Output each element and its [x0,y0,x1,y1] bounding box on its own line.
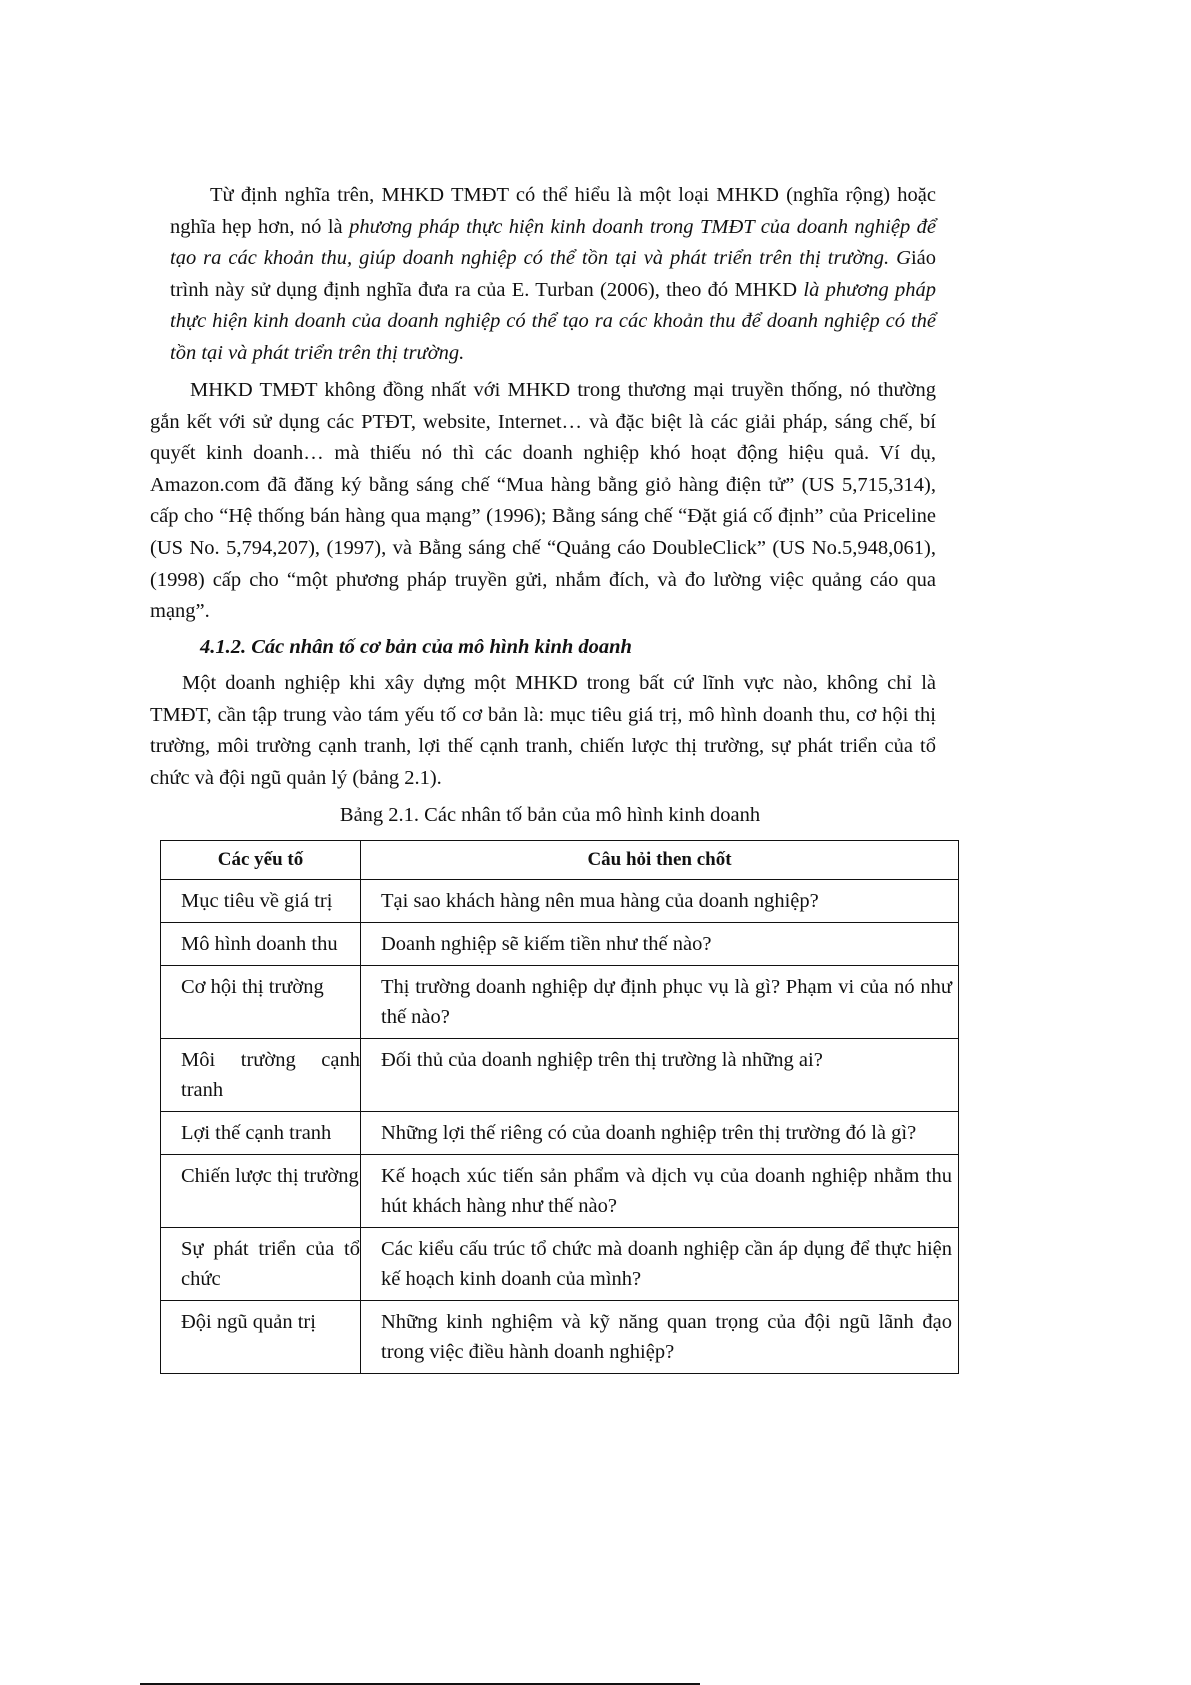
factor-cell: Mục tiêu về giá trị [161,880,361,923]
table-row [161,1301,959,1374]
factor-cell: Đội ngũ quản trị [161,1301,361,1374]
factor-cell: Sự phát triển của tổ chức [161,1228,361,1301]
business-model-factors-table [160,840,959,1374]
italic-segment: là phương pháp thực hiện kinh doanh của doanh nghiệp có thể tạo ra các khoản thu để doanh nghiệp có thể tồn tại và phát triển trên thị trường. [170,278,936,364]
question-cell: Các kiểu cấu trúc tổ chức mà doanh nghiệp cần áp dụng để thực hiện kế hoạch kinh doanh của mình? [361,1228,959,1301]
header-key-question: Câu hỏi then chốt [361,841,959,880]
table-row [161,1228,959,1301]
text-segment: iáo trình này sử dụng định nghĩa đưa ra của E. Turban (2006), theo đó MHKD [170,247,936,301]
factor-cell: Cơ hội thị trường [161,966,361,1039]
factor-cell: Chiến lược thị trường [161,1155,361,1228]
patent-paragraph: MHKD TMĐT không đồng nhất với MHKD trong thương mại truyền thống, nó thường gắn kết với sử dụng các PTĐT, website, Internet… và đặc biệt là các giải pháp, sáng chế, bí quyết kinh doanh… mà thiếu nó thì các doanh nghiệp khó hoạt động hiệu quả. Ví dụ, Amazon.com đã đăng ký bằng sáng chế “Mua hàng bằng giỏ hàng điện tử” (US 5,715,314), cấp cho “Hệ thống bán hàng qua mạng” (1996); Bằng sáng chế “Đặt giá cố định” của Priceline (US No. 5,794,207), (1997), và Bằng sáng chế “Quảng cáo DoubleClick” (US No.5,948,061), (1998) cấp cho “một phương pháp truyền gửi, nhắm đích, và đo lường việc quảng cáo qua mạng”. [150,379,936,623]
italic-segment: phương pháp thực hiện kinh doanh trong TMĐT của doanh nghiệp để tạo ra các khoản thu, giúp doanh nghiệp có thể tồn tại và phát triển trên thị trường. G [170,215,937,270]
question-cell: Đối thủ của doanh nghiệp trên thị trường là những ai? [361,1039,959,1112]
factor-cell: Lợi thế cạnh tranh [161,1112,361,1155]
factor-cell: Mô hình doanh thu [161,923,361,966]
table-row [161,1155,959,1228]
question-cell: Thị trường doanh nghiệp dự định phục vụ là gì? Phạm vi của nó như thế nào? [361,966,959,1039]
table-row [161,880,959,923]
factors-paragraph: Một doanh nghiệp khi xây dựng một MHKD trong bất cứ lĩnh vực nào, không chỉ là TMĐT, cần tập trung vào tám yếu tố cơ bản là: mục tiêu giá trị, mô hình doanh thu, cơ hội thị trường, môi trường cạnh tranh, lợi thế cạnh tranh, chiến lược thị trường, sự phát triển của tổ chức và đội ngũ quản lý (bảng 2.1). [150,672,936,789]
table-header-row [161,841,959,880]
question-cell: Kế hoạch xúc tiến sản phẩm và dịch vụ của doanh nghiệp nhằm thu hút khách hàng như thế nào? [361,1155,959,1228]
question-cell: Tại sao khách hàng nên mua hàng của doanh nghiệp? [361,880,959,923]
question-cell: Những lợi thế riêng có của doanh nghiệp trên thị trường đó là gì? [361,1112,959,1155]
factor-cell: Môi trường cạnh tranh [161,1039,361,1112]
header-factor: Các yếu tố [161,841,361,880]
table-row [161,966,959,1039]
question-cell: Những kinh nghiệm và kỹ năng quan trọng của đội ngũ lãnh đạo trong việc điều hành doanh nghiệp? [361,1301,959,1374]
intro-paragraph [170,180,936,370]
table-row [161,923,959,966]
question-cell: Doanh nghiệp sẽ kiếm tiền như thế nào? [361,923,959,966]
table-row [161,1112,959,1155]
section-heading: 4.1.2. Các nhân tố cơ bản của mô hình kinh doanh [200,636,632,658]
table-caption: Bảng 2.1. Các nhân tố bản của mô hình kinh doanh [339,804,761,826]
text-segment: Từ định nghĩa trên, MHKD TMĐT có thể hiểu là một loại MHKD (nghĩa rộng) hoặc nghĩa hẹp hơn, nó là [170,184,936,238]
table-row [161,1039,959,1112]
